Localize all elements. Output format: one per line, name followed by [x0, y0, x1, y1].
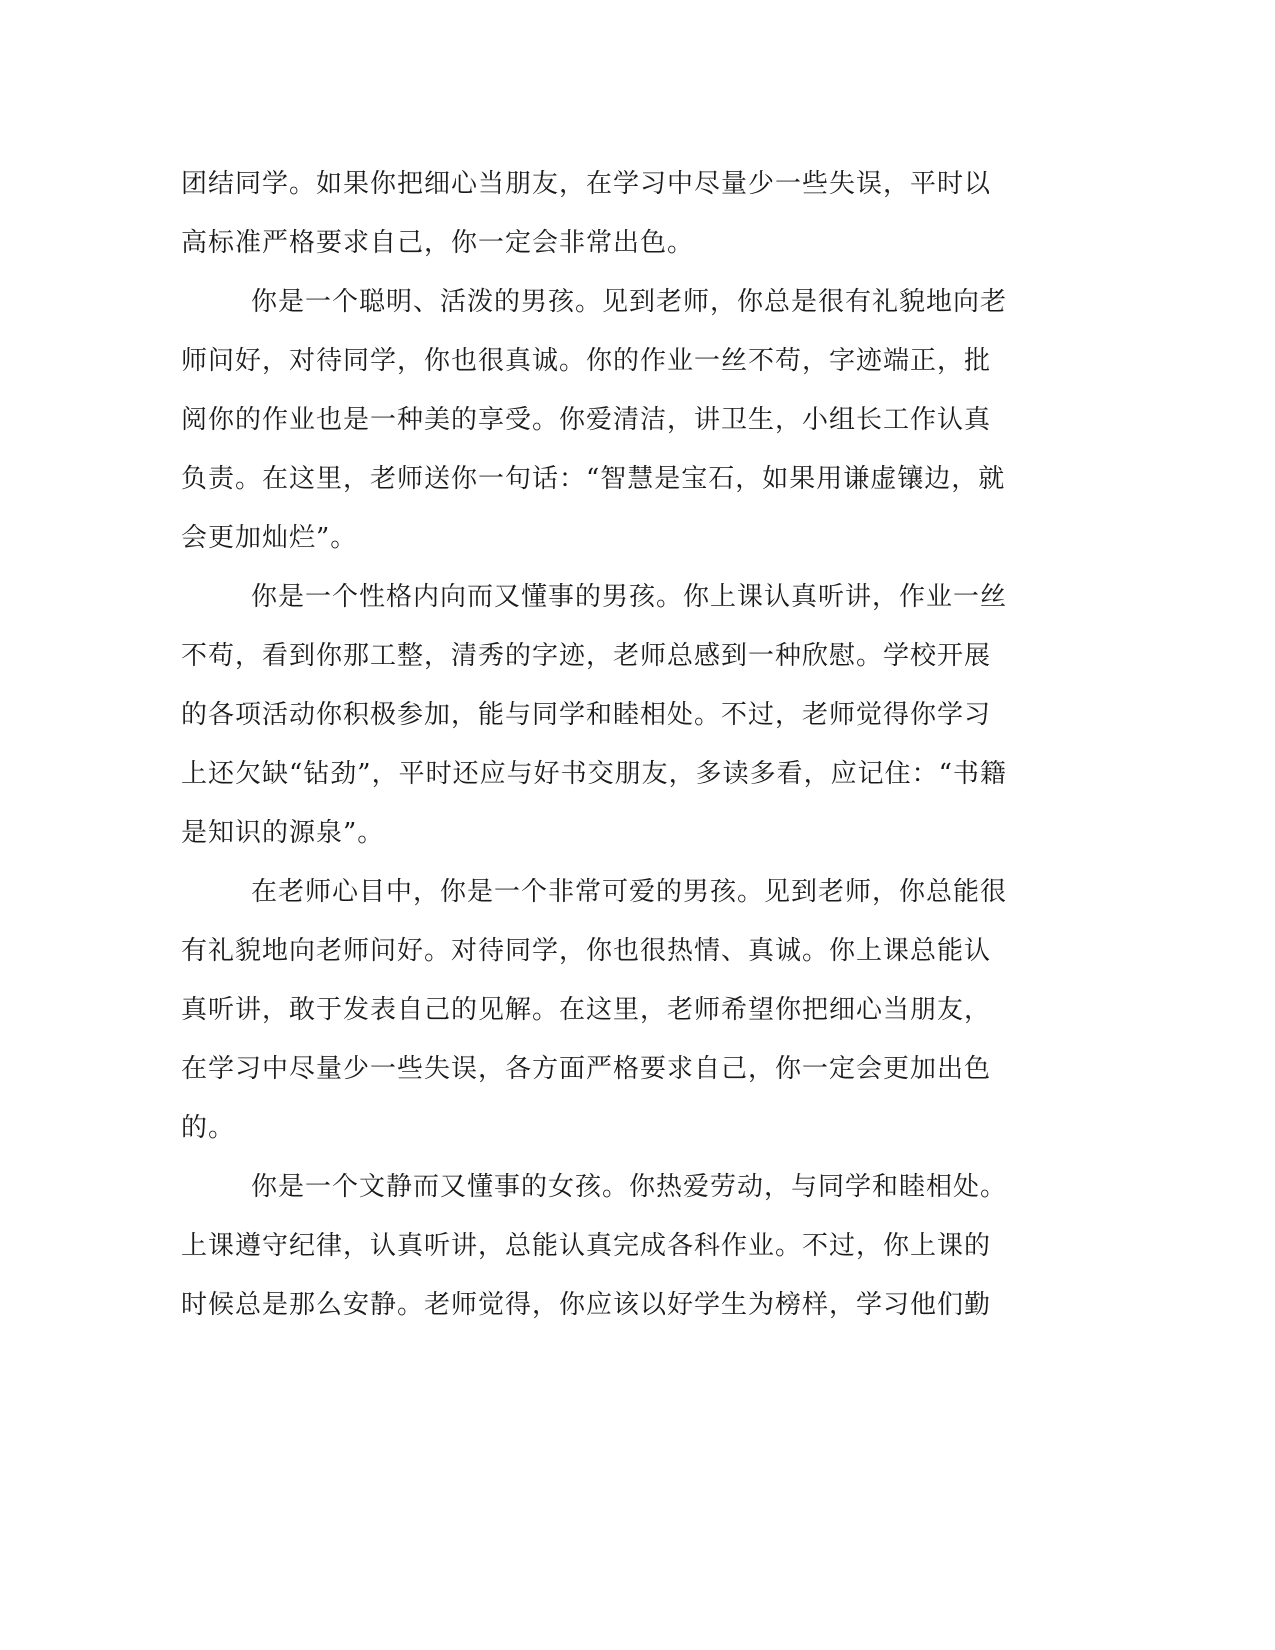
body-text [181, 155, 1031, 1335]
text-line: 时候总是那么安静。老师觉得，你应该以好学生为榜样，学习他们勤 [181, 1290, 992, 1320]
text-line: 会更加灿烂”。 [181, 523, 358, 553]
text-line: 真听讲，敢于发表自己的见解。在这里，老师希望你把细心当朋友， [181, 995, 992, 1025]
text-line: 的。 [181, 1113, 236, 1143]
text-line: 是知识的源泉”。 [181, 818, 385, 848]
text-line: 上课遵守纪律，认真听讲，总能认真完成各科作业。不过，你上课的 [181, 1231, 992, 1261]
text-line: 在学习中尽量少一些失误，各方面严格要求自己，你一定会更加出色 [181, 1054, 992, 1084]
text-line: 团结同学。如果你把细心当朋友，在学习中尽量少一些失误，平时以 [181, 169, 992, 199]
paragraph-start-line: 在老师心目中，你是一个非常可爱的男孩。见到老师，你总能很 [251, 877, 1008, 907]
text-line: 上还欠缺“钻劲”，平时还应与好书交朋友，多读多看，应记住：“书籍 [181, 759, 1007, 789]
text-line: 有礼貌地向老师问好。对待同学，你也很热情、真诚。你上课总能认 [181, 936, 992, 966]
paragraph-start-line: 你是一个聪明、活泼的男孩。见到老师，你总是很有礼貌地向老 [251, 287, 1008, 317]
paragraph-start-line: 你是一个文静而又懂事的女孩。你热爱劳动，与同学和睦相处。 [251, 1172, 1008, 1202]
text-line: 不苟，看到你那工整，清秀的字迹，老师总感到一种欣慰。学校开展 [181, 641, 992, 671]
text-line: 负责。在这里，老师送你一句话：“智慧是宝石，如果用谦虚镶边，就 [181, 464, 1006, 494]
text-line: 的各项活动你积极参加，能与同学和睦相处。不过，老师觉得你学习 [181, 700, 992, 730]
text-line: 阅你的作业也是一种美的享受。你爱清洁，讲卫生，小组长工作认真 [181, 405, 992, 435]
paragraph-start-line: 你是一个性格内向而又懂事的男孩。你上课认真听讲，作业一丝 [251, 582, 1008, 612]
text-line: 高标准严格要求自己，你一定会非常出色。 [181, 228, 695, 258]
text-line: 师问好，对待同学，你也很真诚。你的作业一丝不苟，字迹端正，批 [181, 346, 992, 376]
